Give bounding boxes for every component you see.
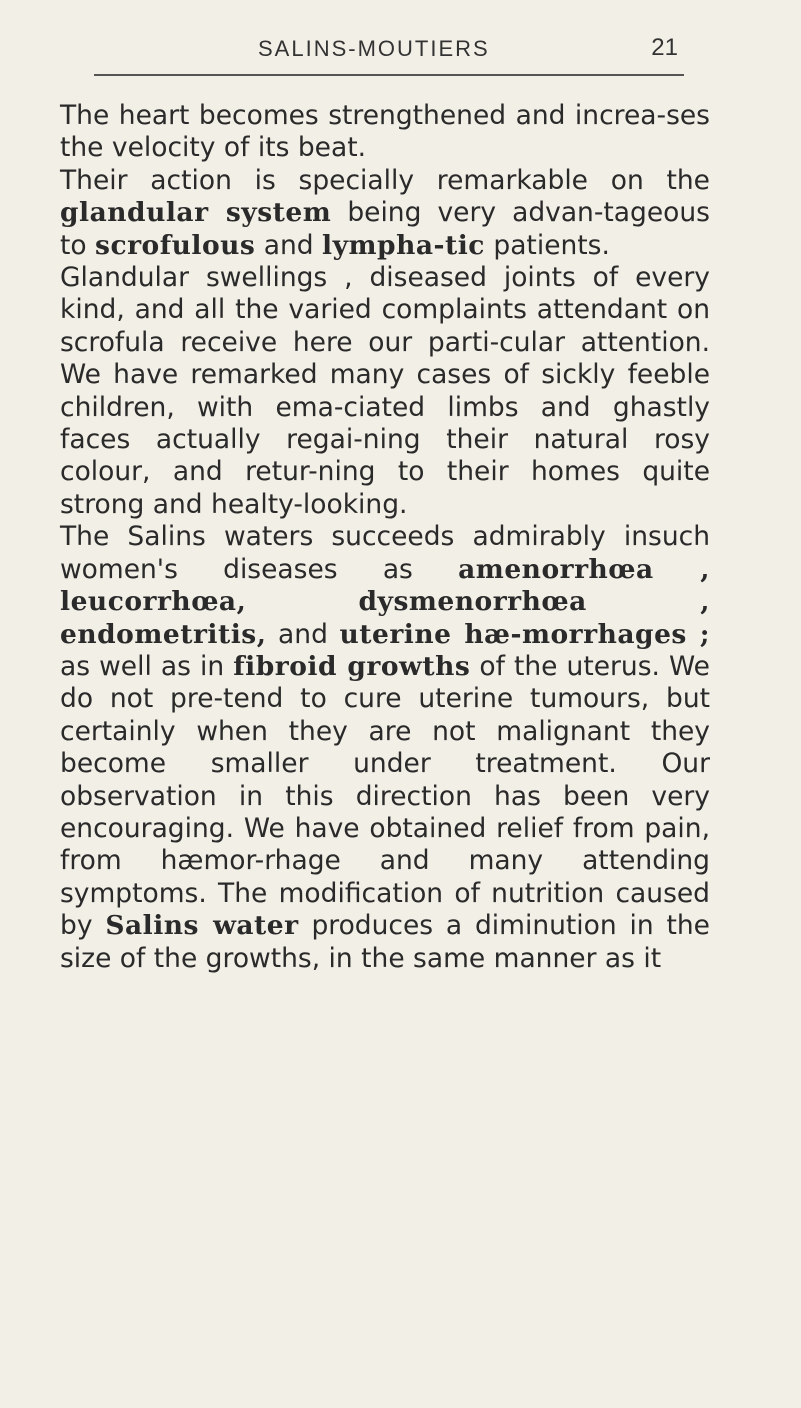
header-rule — [94, 74, 684, 76]
emphasized-term: lympha-tic — [322, 229, 485, 261]
paragraph — [60, 165, 710, 262]
emphasized-term: glandular system — [60, 197, 332, 229]
text-run: Their action is specially remarkable on the — [60, 164, 710, 196]
text-run: being very advan-tageous to — [60, 197, 710, 261]
emphasized-term: leucorrhœa, — [60, 586, 247, 618]
text-run: Glandular swellings , diseased joints of every kind, and all the varied complaints attendant on scrofula receive here our parti-cular attention. We have remarked many cases of sickly feeble children, with ema-ciated limbs and ghastly faces actually regai-ning their natural rosy colour, and retur-ning to their homes quite strong and healty-looking. — [60, 262, 710, 520]
text-run: of the uterus. We do not pre-tend to cure uterine tumours, but certainly when they are not malignant they become smaller under treatment. Our observation in this direction has been very encouraging. We have obtained relief from pain, from hæmor-rhage and many attending symptoms. The modification of nutrition caused by — [60, 650, 710, 942]
text-run: and — [266, 618, 340, 650]
text-run: produces a diminution in the size of the growths, in the same manner as it — [60, 910, 710, 974]
emphasized-term: amenorrhœa , — [458, 553, 710, 585]
text-run — [246, 586, 358, 617]
page-header — [86, 30, 686, 70]
emphasized-term: dysmenorrhœa , — [358, 586, 710, 618]
paragraph — [60, 521, 710, 975]
text-run: The heart becomes strengthened and increa-ses the velocity of its beat. — [60, 100, 710, 164]
emphasized-term: fibroid growths — [233, 650, 471, 682]
emphasized-term: scrofulous — [95, 229, 256, 261]
running-head: SALINS-MOUTIERS — [258, 36, 490, 61]
emphasized-term: Salins water — [105, 910, 299, 942]
body-text — [60, 100, 710, 975]
paragraph — [60, 262, 710, 521]
emphasized-term: uterine hæ-morrhages ; — [339, 618, 711, 650]
text-run: as well as in — [60, 650, 234, 682]
text-run: patients. — [484, 229, 610, 261]
paragraph — [60, 100, 710, 165]
text-run: and — [255, 229, 323, 261]
emphasized-term: endometritis, — [60, 618, 267, 650]
page-number: 21 — [651, 34, 678, 61]
text-run: The Salins waters succeeds admirably insuch women's diseases as — [60, 521, 710, 585]
